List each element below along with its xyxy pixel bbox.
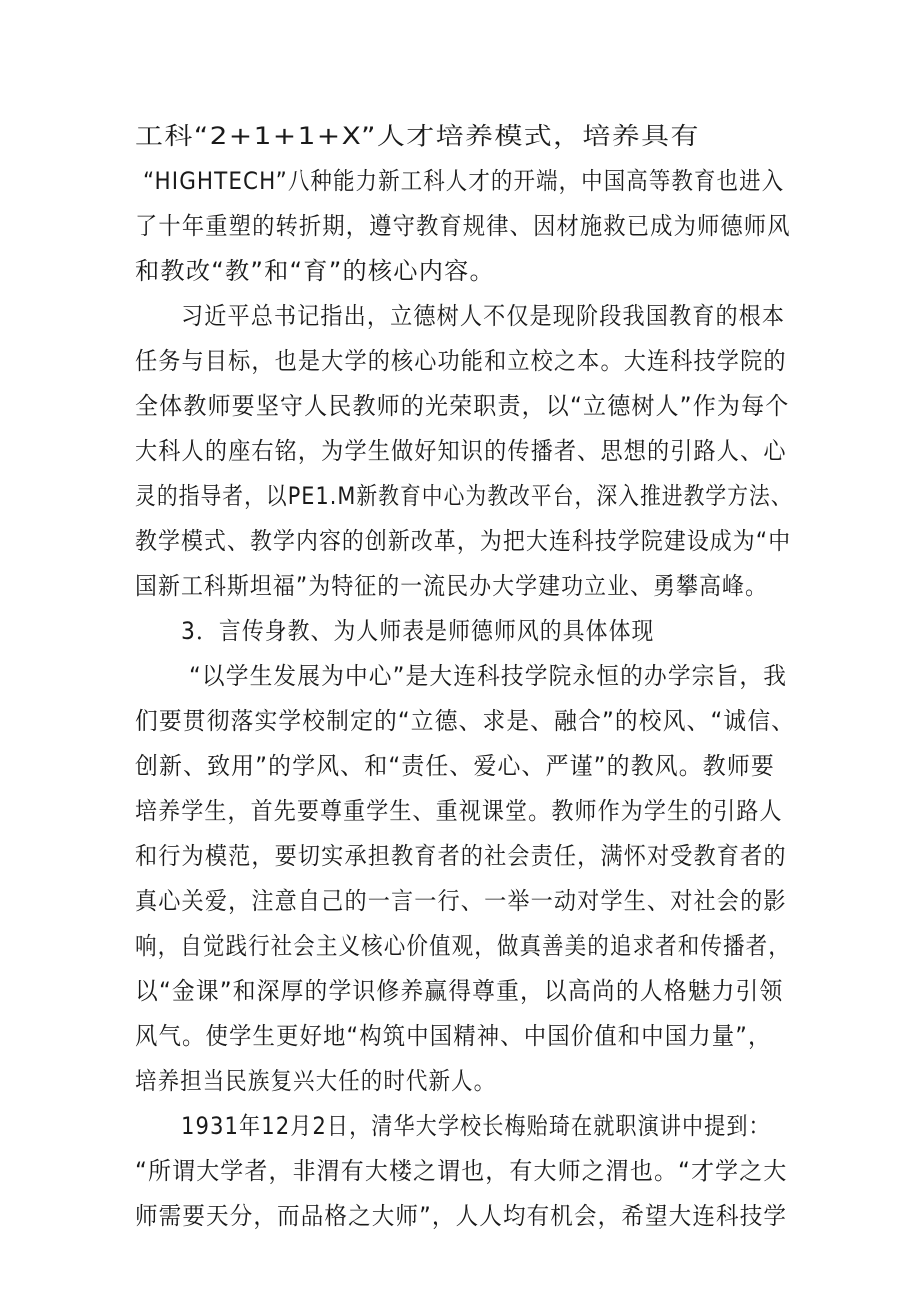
section-heading: 3．言传身教、为人师表是师德师风的具体体现: [181, 617, 655, 645]
text-line: 工科“2+1+1+X”人才培养模式，培养具有: [135, 122, 700, 150]
text-line: 了十年重塑的转折期，遵守教育规律、因材施救已成为师德师风: [135, 212, 791, 240]
text-line: 习近平总书记指出，立德树人不仅是现阶段我国教育的根本: [181, 302, 786, 330]
text-line: 全体教师要坚守人民教师的光荣职责，以“立德树人”作为每个: [135, 392, 790, 420]
text-line: 们要贯彻落实学校制定的“立德、求是、融合”的校风、“诚信、: [135, 707, 796, 735]
text-line: 培养担当民族复兴大任的时代新人。: [135, 1067, 497, 1095]
text-line: 响，自觉践行社会主义核心价值观，做真善美的追求者和传播者，: [135, 932, 791, 960]
text-line: “以学生发展为中心”是大连科技学院永恒的办学宗旨，我: [189, 662, 788, 690]
text-line: “HIGHTECH”八种能力新工科人才的开端，中国高等教育也进入: [143, 167, 785, 195]
text-line: 1931年12月2日，清华大学校长梅贻琦在就职演讲中提到：: [181, 1112, 771, 1140]
text-line: 灵的指导者，以PE1.M新教育中心为教改平台，深入推进教学方法、: [135, 482, 793, 510]
text-line: 创新、致用”的学风、和“责任、爱心、严谨”的教风。教师要: [135, 752, 775, 780]
text-line: 任务与目标，也是大学的核心功能和立校之本。大连科技学院的: [135, 347, 787, 375]
text-line: 大科人的座右铭，为学生做好知识的传播者、思想的引路人、心: [135, 437, 787, 465]
text-line: 国新工科斯坦福”为特征的一流民办大学建功立业、勇攀高峰。: [135, 572, 769, 600]
text-line: 以“金课”和深厚的学识修养赢得尊重，以高尚的人格魅力引领: [135, 977, 784, 1005]
text-line: 风气。使学生更好地“构筑中国精神、中国价值和中国力量”，: [135, 1022, 772, 1050]
text-line: 教学模式、教学内容的创新改革，为把大连科技学院建设成为“中: [135, 527, 792, 555]
text-line: 和教改“教”和“育”的核心内容。: [135, 257, 495, 285]
text-line: 培养学生，首先要尊重学生、重视课堂。教师作为学生的引路人: [135, 797, 783, 825]
text-line: 真心关爱，注意自己的一言一行、一举一动对学生、对社会的影: [135, 887, 787, 915]
text-line: 师需要天分，而品格之大师”，人人均有机会，希望大连科技学: [135, 1202, 788, 1230]
text-line: 和行为模范，要切实承担教育者的社会责任，满怀对受教育者的: [135, 842, 787, 870]
text-line: “所谓大学者，非渭有大楼之谓也，有大师之渭也。“才学之大: [135, 1157, 788, 1185]
